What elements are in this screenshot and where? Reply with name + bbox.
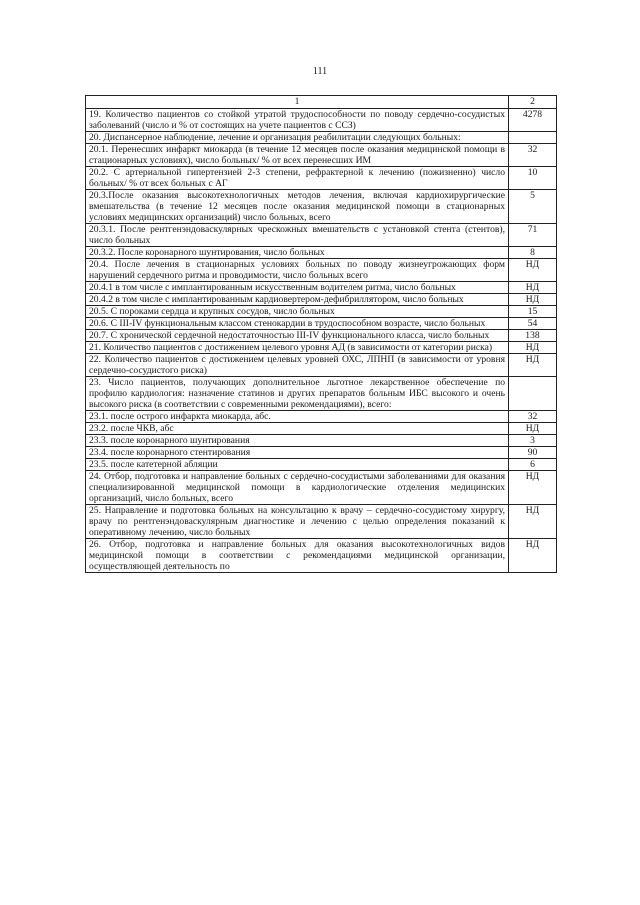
table-row — [86, 282, 557, 294]
table-row — [86, 247, 557, 259]
row-label: 20.6. С III-IV функциональным классом стенокардии в трудоспособном возрасте, число больных — [86, 318, 509, 330]
row-label: 20. Диспансерное наблюдение, лечение и организация реабилитации следующих больных: — [86, 132, 509, 144]
row-label: 23.4. после коронарного стентирования — [86, 447, 509, 459]
row-label: 20.3.2. После коронарного шунтирования, число больных — [86, 247, 509, 259]
row-value — [509, 377, 557, 411]
row-label: 20.1. Перенесших инфаркт миокарда (в течение 12 месяцев после оказания медицинской помощи в стационарных условиях), число больных/ % от всех перенесших ИМ — [86, 144, 509, 167]
row-value: 10 — [509, 167, 557, 190]
column-header-2: 2 — [509, 96, 557, 109]
row-label: 23. Число пациентов, получающих дополнительное льготное лекарственное обеспечение по профилю кардиология: назначение статинов и других препаратов больным ИБС высокого и очень высокого риска (в соответствии с современными рекомендациями), всего: — [86, 377, 509, 411]
table-row — [86, 167, 557, 190]
row-value: НД — [509, 354, 557, 377]
row-value: 15 — [509, 306, 557, 318]
row-value: НД — [509, 539, 557, 573]
table-row — [86, 354, 557, 377]
row-value: 138 — [509, 330, 557, 342]
table-row — [86, 294, 557, 306]
row-value: 4278 — [509, 109, 557, 132]
row-value: 32 — [509, 411, 557, 423]
row-value: НД — [509, 259, 557, 282]
row-label: 20.4.2 в том числе с имплантированным кардиовертером-дефибриллятором, число больных — [86, 294, 509, 306]
table-row — [86, 505, 557, 539]
table-row — [86, 377, 557, 411]
table-body — [86, 96, 557, 573]
row-value: НД — [509, 471, 557, 505]
table-row — [86, 459, 557, 471]
table-row — [86, 109, 557, 132]
row-label: 20.2. С артериальной гипертензией 2-3 степени, рефрактерной к лечению (пожизненно) число больных/ % от всех больных с АГ — [86, 167, 509, 190]
row-label: 20.3.После оказания высокотехнологичных методов лечения, включая кардиохирургические вмешательства (в течение 12 месяцев после оказания медицинской помощи в стационарных условиях медицинских организаций) число больных, всего — [86, 190, 509, 224]
row-value: 32 — [509, 144, 557, 167]
row-label: 20.7. С хронической сердечной недостаточностью III-IV функционального класса, число больных — [86, 330, 509, 342]
row-label: 20.4.1 в том числе с имплантированным искусственным водителем ритма, число больных — [86, 282, 509, 294]
document-table — [85, 95, 557, 573]
table-row — [86, 471, 557, 505]
row-label: 23.2. после ЧКВ, абс — [86, 423, 509, 435]
table-row — [86, 342, 557, 354]
table-header-row — [86, 96, 557, 109]
row-value: 5 — [509, 190, 557, 224]
row-value: 71 — [509, 224, 557, 247]
table-row — [86, 330, 557, 342]
table-row — [86, 539, 557, 573]
table-row — [86, 190, 557, 224]
table-row — [86, 132, 557, 144]
row-value: 6 — [509, 459, 557, 471]
row-label: 24. Отбор, подготовка и направление больных с сердечно-сосудистыми заболеваниями для оказания специализированной медицинской помощи в кардиологические отделения медицинских организаций, число больных, всего — [86, 471, 509, 505]
column-header-1: 1 — [86, 96, 509, 109]
row-value: НД — [509, 294, 557, 306]
row-label: 19. Количество пациентов со стойкой утратой трудоспособности по поводу сердечно-сосудистых заболеваний (число и % от состоящих на учете пациентов с ССЗ) — [86, 109, 509, 132]
row-value: 90 — [509, 447, 557, 459]
row-label: 23.1. после острого инфаркта миокарда, абс. — [86, 411, 509, 423]
table-row — [86, 423, 557, 435]
row-value: НД — [509, 505, 557, 539]
row-label: 23.3. после коронарного шунтирования — [86, 435, 509, 447]
row-value: 54 — [509, 318, 557, 330]
row-value — [509, 132, 557, 144]
row-label: 21. Количество пациентов с достижением целевого уровня АД (в зависимости от категории риска) — [86, 342, 509, 354]
row-value: 3 — [509, 435, 557, 447]
row-label: 20.3.1. После рентгенэндоваскулярных чрескожных вмешательств с установкой стента (стентов), число больных — [86, 224, 509, 247]
table-row — [86, 306, 557, 318]
row-value: НД — [509, 282, 557, 294]
row-label: 26. Отбор, подготовка и направление больных для оказания высокотехнологичных видов медицинской помощи в соответствии с рекомендациями медицинской организации, осуществляющей деятельность по — [86, 539, 509, 573]
row-value: 8 — [509, 247, 557, 259]
row-label: 23.5. после катетерной абляции — [86, 459, 509, 471]
row-label: 25. Направление и подготовка больных на консультацию к врачу – сердечно-сосудистому хирургу, врачу по рентгенэндоваскулярным диагностике и лечению с целью определения показаний к оперативному лечению, число больных — [86, 505, 509, 539]
table-row — [86, 224, 557, 247]
row-label: 20.5. С пороками сердца и крупных сосудов, число больных — [86, 306, 509, 318]
table-row — [86, 144, 557, 167]
page-number: 111 — [312, 66, 328, 77]
table-row — [86, 318, 557, 330]
table-row — [86, 447, 557, 459]
row-label: 20.4. После лечения в стационарных условиях больных по поводу жизнеугрожающих форм нарушений сердечного ритма и проводимости, число больных всего — [86, 259, 509, 282]
row-label: 22. Количество пациентов с достижением целевых уровней ОХС, ЛПНП (в зависимости от уровня сердечно-сосудистого риска) — [86, 354, 509, 377]
row-value: НД — [509, 342, 557, 354]
table-row — [86, 435, 557, 447]
table-row — [86, 259, 557, 282]
table-row — [86, 411, 557, 423]
row-value: НД — [509, 423, 557, 435]
